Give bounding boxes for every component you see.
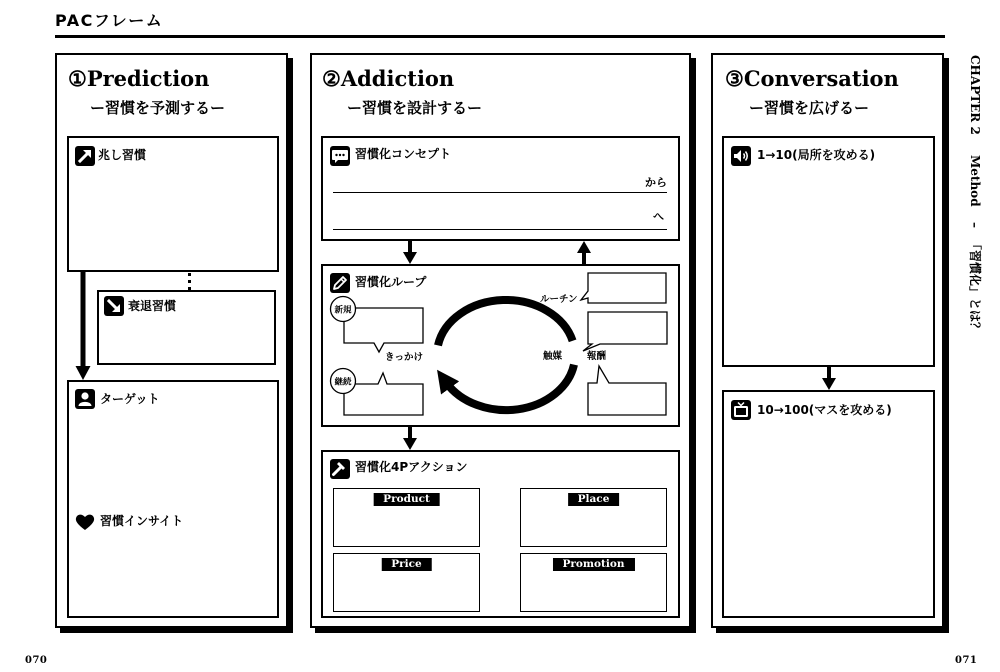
conversation-subtitle: ー習慣を広げるー [749, 99, 870, 117]
four-p-actions-label: 習慣化4Pアクション [355, 460, 468, 474]
concept-label: 習慣化コンセプト [355, 147, 452, 161]
up-arrow-icon [576, 241, 592, 264]
catalyst-label: 触媒 [543, 351, 563, 362]
dotted-connector [188, 273, 191, 290]
reward-speech-box [588, 366, 666, 415]
product-box [333, 488, 480, 547]
conversation-title: ③Conversation [725, 66, 899, 91]
new-badge-label: 新規 [334, 305, 352, 316]
page-title: PACフレーム [55, 11, 164, 30]
insight-label: 習慣インサイト [100, 514, 184, 528]
down-arrow-icon [402, 427, 418, 450]
person-icon [75, 389, 95, 409]
cue-speech-box [344, 308, 423, 352]
promotion-box [520, 553, 667, 612]
title-underline [55, 35, 945, 38]
speaker-icon [731, 146, 751, 166]
price-box [333, 553, 480, 612]
running-head-topic: 「習慣化」とは？ [968, 238, 982, 335]
down-arrow-icon [75, 272, 91, 380]
arrow-down-right-icon [104, 296, 124, 316]
concept-box [321, 136, 680, 241]
prediction-title: ①Prediction [68, 66, 210, 91]
local-attack-label: 1→10(局所を攻める) [757, 148, 876, 162]
heart-icon [75, 512, 95, 532]
habit-loop-box [321, 264, 680, 427]
page-number-left: 070 [25, 655, 48, 666]
decline-habit-box [97, 290, 276, 365]
page-number-right: 071 [955, 655, 978, 666]
routine-speech-box [581, 273, 666, 303]
running-head-section: Method [968, 155, 982, 207]
promotion-tab: Promotion [552, 558, 634, 571]
sign-habit-label: 兆し習慣 [98, 148, 147, 162]
speech-bubble-icon [330, 146, 350, 166]
prediction-panel [55, 53, 288, 628]
mass-attack-box [722, 390, 935, 618]
conversation-panel [711, 53, 944, 628]
catalyst-speech-box [583, 312, 667, 351]
concept-from-line [333, 192, 667, 193]
habit-loop-label: 習慣化ループ [355, 275, 427, 289]
concept-to-suffix: へ [653, 210, 664, 223]
sign-habit-box [67, 136, 279, 272]
routine-label: ルーチン [540, 294, 578, 305]
place-tab: Place [568, 493, 620, 506]
down-arrow-icon [402, 241, 418, 264]
concept-to-line [333, 229, 667, 230]
addiction-panel [310, 53, 691, 628]
running-head-separator: – [968, 222, 982, 228]
hammer-icon [330, 459, 350, 479]
prediction-subtitle: ー習慣を予測するー [90, 99, 226, 117]
addiction-subtitle: ー習慣を設計するー [347, 99, 483, 117]
reward-label: 報酬 [587, 351, 607, 362]
decline-habit-label: 衰退習慣 [128, 299, 177, 313]
mass-attack-label: 10→100(マスを攻める) [757, 403, 892, 417]
local-attack-box [722, 136, 935, 367]
continue-badge-label: 継続 [334, 377, 352, 388]
four-p-actions-box [321, 450, 680, 618]
price-tab: Price [381, 558, 432, 571]
running-head-chapter: CHAPTER 2 [968, 55, 982, 135]
tv-icon [731, 400, 751, 420]
product-tab: Product [373, 493, 440, 506]
pencil-icon [330, 273, 350, 293]
target-label: ターゲット [100, 392, 160, 406]
down-arrow-icon [821, 367, 837, 390]
loop-arc-upper [438, 300, 573, 345]
place-box [520, 488, 667, 547]
arrow-up-right-icon [75, 146, 95, 166]
loop-arc-lower [446, 365, 574, 411]
concept-from-suffix: から [645, 176, 667, 189]
addiction-title: ②Addiction [322, 66, 455, 91]
target-box [67, 380, 279, 618]
cue-label: きっかけ [385, 352, 424, 363]
